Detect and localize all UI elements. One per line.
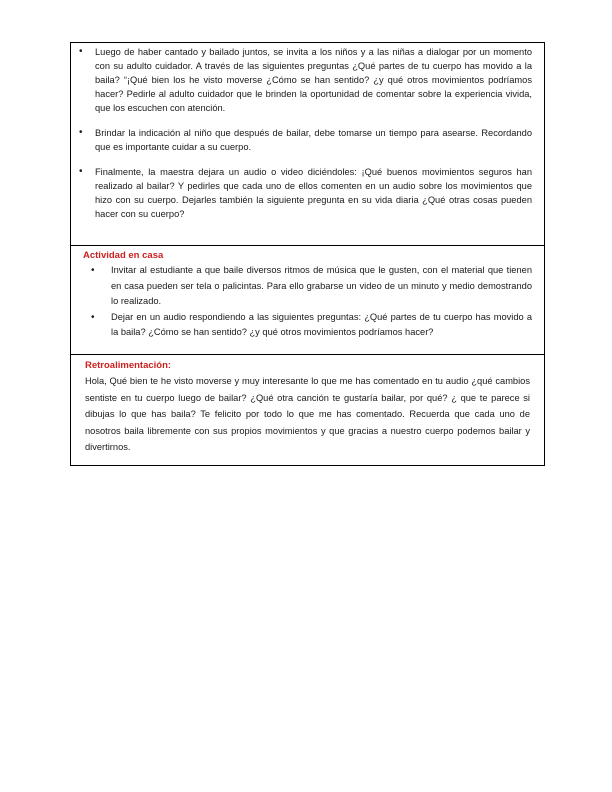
feedback-title: Retroalimentación:: [85, 360, 172, 371]
strategy-item-dialogue: • Luego de haber cantado y bailado juntos, se invita a los niños y a las niñas a dialogar por un momento con su adulto cuidador. A través de las siguientes preguntas ¿Qué partes de tu cuerpo has movido a la baila? “¡Qué bien los he visto moverse ¿Cómo se han sentido? ¿y qué otros movimientos podríamos hacer? Pedirle al adulto cuidador que le brinden la oportunidad de comentar sobre la experiencia vivida, que los escuchen con atención.: [79, 45, 532, 115]
lesson-table: [70, 42, 545, 466]
strategy-cell: [71, 43, 544, 245]
home-activity-cell: [71, 245, 544, 354]
strategy-item-closing: • Finalmente, la maestra dejara un audio o video diciéndoles: ¡Qué buenos movimientos seguros han realizado al bailar? Y pedirles que cada uno de ellos comenten en un audio sobre los movimientos que hizo con su cuerpo. Dejarles también la siguiente pregunta en su vida diaria ¿Qué otras cosas pueden hacer con su cuerpo?: [79, 165, 532, 221]
home-activity-item-dance: • Invitar al estudiante a que baile diversos ritmos de música que le gusten, con el material que tienen en casa pueden ser tela o palicintas. Para ello grabarse un video de un minuto y medio demostrando lo realizado.: [91, 263, 532, 310]
strategy-list: [79, 45, 532, 221]
feedback-cell: [71, 354, 544, 465]
home-activity-title: Actividad en casa: [83, 250, 164, 261]
home-activity-list: [83, 263, 532, 341]
home-activity-item-audio: • Dejar en un audio respondiendo a las siguientes preguntas: ¿Qué partes de tu cuerpo has movido a la baila? ¿Cómo se han sentido? ¿y qué otros movimientos podríamos hacer?: [91, 310, 532, 341]
feedback-text: Hola, Qué bien te he visto moverse y muy interesante lo que me has comentado en tu audio ¿qué cambios sentiste en tu cuerpo luego de bailar? ¿Qué otra canción te gustaría bailar, por qué? ¿ que te parece si dibujas lo que has baila? Te felicito por todo lo que me has comentado. Recuerda que cada uno de nosotros baila libremente con sus propios movimientos y que gracias a nuestro cuerpo podemos bailar y divertirnos.: [85, 376, 530, 452]
strategy-item-hygiene: • Brindar la indicación al niño que después de bailar, debe tomarse un tiempo para asearse. Recordando que es importante cuidar a su cuerpo.: [79, 126, 532, 154]
